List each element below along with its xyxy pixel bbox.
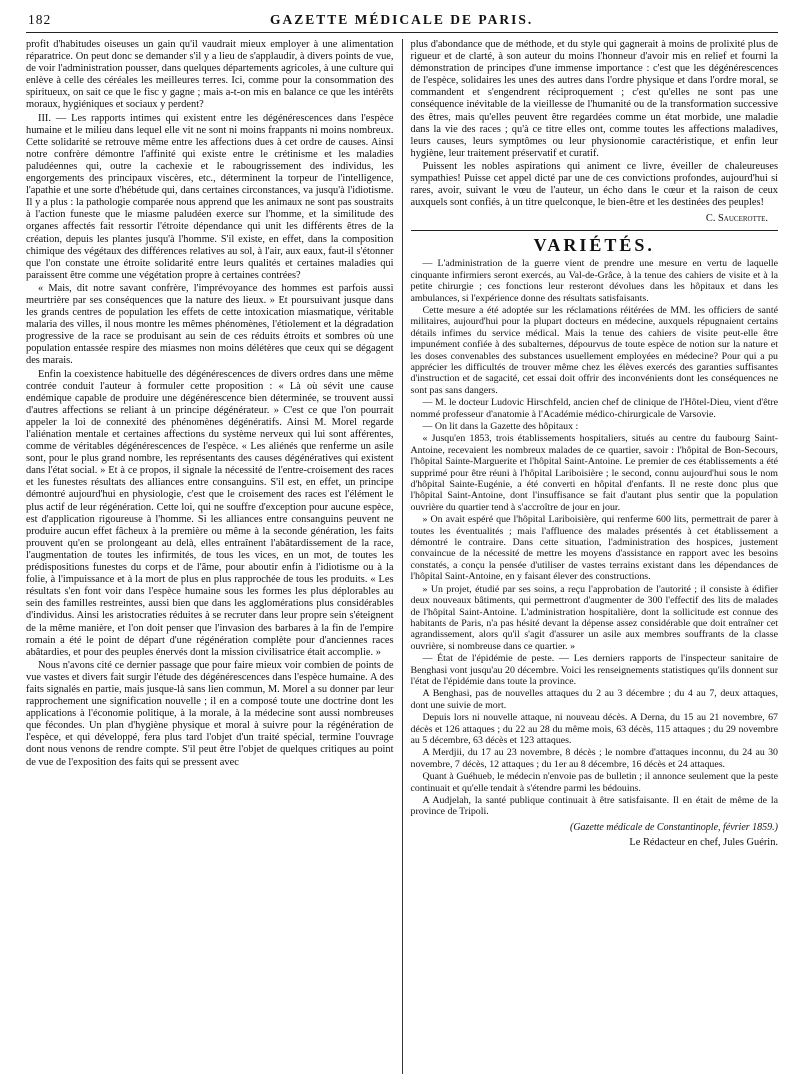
left-column (26, 39, 402, 1074)
left-paragraph: III. — Les rapports intimes qui existent entre les dégénérescences dans l'espèce humaine et le milieu dans lequel elle vit ne sont ni moins frappants ni moins nombreux. Cette solidarité se retrouve même entre les affections dues à cet ordre de causes. Ainsi notre confrère démontre l'affinité qui existe entre le crétinisme et les maladies paludéennes qui, outre la cachexie et le rabougrissement des individus, les engorgements des principaux viscères, etc., déterminent la torpeur de l'intelligence, l'apathie et une sorte d'hébétude qui, dans certaines circonstances, va jusqu'à l'idiotisme. Il y a plus : la pathologie comparée nous apprend que les animaux ne sont pas soustraits à l'action funeste que le miasme paludéen exerce sur l'homme, et la similitude des organes affectés fait ressortir l'étroite dépendance qui unit les différents êtres de la création, depuis les plantes jusqu'à l'homme. S'il existe, en effet, dans la composition chimique des végétaux des différences relatives au sol, à l'air, aux eaux, faut-il s'étonner que l'on constate une étroite solidarité entre leurs qualités et certaines maladies qui paraissent être comme une végétation propre à certaines contrées? (26, 112, 394, 281)
journal-title: GAZETTE MÉDICALE DE PARIS. (269, 12, 534, 27)
variety-paragraph: « Jusqu'en 1853, trois établissements hospitaliers, situés au centre du faubourg Saint-Antoine, recevaient les nombreux malades de ce quartier, savoir : l'hôpital de Bon-Secours, l'hôpital Sainte-Marguerite et l'hôpital Saint-Antoine. Le premier de ces établissements a été supprimé pour être réuni à l'hôpital Lariboisière ; le second, connu aujourd'hui sous le nom d'hôpital Sainte-Eugénie, a été converti en hôpital d'enfants. Il ne reste donc plus que l'hôpital Saint-Antoine, dont l'insuffisance se fait d'autant plus sentir que la population ouvrière du quartier tend à s'accroître de jour en jour. (410, 433, 778, 513)
left-paragraph: « Mais, dit notre savant confrère, l'imprévoyance des hommes est parfois aussi meurtrière par ses conséquences que la nature des lieux. » Et poursuivant jusque dans les grands centres de population les effets de cette intoxication miasmatique, véritable malaria des villes, il nous montre les mêmes phénomènes, l'étiolement et la dégradation progressive de la race se produisant au sein de ces réduits étroits et sombres où une population entassée respire des miasmes non moins délétères que ceux qui se dégagent des marais. (26, 282, 394, 367)
right-column (402, 39, 779, 1074)
variety-paragraph: » On avait espéré que l'hôpital Lariboisière, qui renferme 600 lits, permettrait de parer à toutes les éventualités ; mais l'affluence des malades présentés à cet établissement a démontré le contraire. Dans cette situation, l'administration des hospices, justement convaincue de la nécessité de mettre les moyens d'assistance en rapport avec les besoins constatés, a conçu la pensée d'utiliser de vastes terrains existant dans les dépendances de l'hôpital Saint-Antoine, en y faisant élever des constructions. (410, 514, 778, 583)
left-paragraph: Enfin la coexistence habituelle des dégénérescences de divers ordres dans une même contrée conduit l'auteur à formuler cette proposition : « Là où sévit une cause endémique capable de produire une dégénérescence bien déterminée, se trouvent aussi d'autres affections se reliant à un principe dégénérateur. » C'est ce que l'on pourrait appeler la loi de connexité des phénomènes dégénératifs. Ainsi M. Morel regarde l'aliénation mentale et certaines affections du système nerveux qui lui sont afférentes, comme de véritables dégénérescences de l'espèce. « Les aliénés que renferme un asile sont, pour le plus grand nombre, les représentants des causes dégénératives qui existent dans l'état social. » Et à ce propos, il signale la nécessité de l'entre-croisement des races et les funestes résultats des alliances entre consanguins. S'il est, en effet, un principe démontré aujourd'hui en physiologie, c'est que le croisement des races est l'élément le plus actif de leur régénération. Cette loi, qui ne souffre d'exception pour aucune espèce, est d'application rigoureuse à l'homme. Si les alliances entre consanguins peuvent ne produire aucun effet fâcheux à la première ou même à la seconde génération, les faits prouvent qu'en se prolongeant au delà, elles entraînent l'abâtardissement de la race, l'augmentation de toutes les infirmités, de tous les vices, en un mot, de toutes les prédispositions funestes du corps et de l'âme, pour aboutir enfin à l'idiotisme ou à la folie, à l'impuissance et à la mort de plus en plus rapprochée de tous les produits. « Les résultats s'en font voir dans l'espèce humaine sous les formes les plus déplorables au sein des familles restreintes, aussi bien que dans les agglomérations plus considérables d'individus. Ainsi les aristocraties réduites à se recruter dans leur propre sein s'éteignent de la même manière, et l'on doit penser que l'invasion des barbares à la fin de l'empire romain a été le point de départ d'une régénération complète pour d'anciennes races abâtardies, et pour des peuples énervés dont la mission civilisatrice était accomplie. » (26, 368, 394, 658)
page-number: 182 (28, 12, 52, 27)
variety-paragraph: Cette mesure a été adoptée sur les réclamations réitérées de MM. les officiers de santé militaires, aujourd'hui pour la plupart docteurs en médecine, auxquels répugnaient certains détails infimes du service médical. Mais la tenue des cahiers de visite peut-elle être impunément confiée à des subalternes, dépourvus de toute espèce de notion sur la nature et les doses convenables des substances usuellement employées en médecine? Pour qui a pu apprécier les difficultés de trouver même chez les élèves exercés des garanties suffisantes d'instruction et de sagacité, cet essai doit offrir des inconvénients dont les conséquences ne sont pas sans dangers. (410, 304, 778, 396)
varieties-section (411, 258, 779, 818)
variety-paragraph: » Un projet, étudié par ses soins, a reçu l'approbation de l'autorité ; il consiste à édifier deux nouveaux bâtiments, qui permettront d'augmenter de 300 l'effectif des lits de malades de l'hôpital Saint-Antoine. L'administration hospitalière, dont la sollicitude est connue des habitants de Paris, n'a pas hésité devant la dépense assez considérable que doit entraîner cet agrandissement, alors qu'il s'agit d'assurer un asile aux membres souffrants de la classe ouvrière, si nombreuse dans ce quartier. » (410, 583, 778, 652)
left-paragraph: profit d'habitudes oiseuses un gain qu'il vaudrait mieux employer à une alimentation réparatrice. On peut donc se demander s'il y a lieu de s'applaudir, à divers points de vue, de voir l'administration pousser, dans quelques départements agricoles, à une culture qui enlève à celle des céréales les meilleures terres. Ici, comme pour la consommation des spiritueux, on sait ce que le fisc y gagne ; mais a-t-on mis en balance ce que les intérêts moraux, hygiéniques et sociaux y perdent? (26, 39, 394, 111)
variety-paragraph: A Audjelah, la santé publique continuait à être satisfaisante. Il en était de même de la province de Tripoli. (410, 795, 778, 818)
section-title: VARIÉTÉS. (533, 235, 655, 256)
source-citation: (Gazette médicale de Constantinople, février 1859.) (569, 821, 778, 833)
variety-paragraph: Depuis lors ni nouvelle attaque, ni nouveau décès. A Derna, du 15 au 21 novembre, 67 décès et 126 attaques ; du 22 au 28 du même mois, 63 décès, 115 attaques ; du 29 novembre au 5 décembre, 63 décès et 123 attaques. (410, 712, 778, 746)
right-paragraph: Puissent les nobles aspirations qui animent ce livre, éveiller de chaleureuses sympathies! Puisse cet appel dicté par une de ces convictions profondes, aujourd'hui si rares, avoir, suivant le vœu de l'auteur, un écho dans le cœur et la raison de ceux auxquels sont confiés, à un titre quelconque, le bien-être et les destinées des peuples! (410, 160, 778, 209)
section-divider (411, 230, 779, 231)
variety-paragraph: — État de l'épidémie de peste. — Les derniers rapports de l'inspecteur sanitaire de Benghasi vont jusqu'au 20 décembre. Voici les renseignements statistiques qu'ils donnent sur l'état de l'épidémie dans toute la province. (410, 653, 778, 687)
variety-paragraph: — On lit dans la Gazette des hôpitaux : (422, 421, 579, 432)
editor-line: Le Rédacteur en chef, Jules Guérin. (629, 836, 778, 848)
article-columns (26, 39, 778, 1074)
page-header (26, 12, 778, 33)
variety-paragraph: Quant à Guéhueb, le médecin n'envoie pas de bulletin ; il annonce seulement que la peste continuait et qu'elle tendait à s'étendre parmi les bédouins. (410, 771, 778, 794)
right-paragraph: plus d'abondance que de méthode, et du style qui gagnerait à moins de prolixité plus de rigueur et de clarté, à son auteur du moins l'honneur d'avoir mis en relief et fourni la démonstration de principes d'une immense importance : c'est que les dégénérescences de l'espèce, solidaires les unes des autres dans l'ordre physique et dans l'ordre moral, se commandent et s'engendrent réciproquement ; c'est qu'elles ne sont pas une conséquence inévitable de la vieillesse de l'humanité ou de la transformation successive des êtres, mais qu'elles peuvent être regardées comme un état morbide, une maladie dans la vie des races ; qu'à ce titre elles ont, comme toutes les affections maladives, leurs causes, leurs symptômes ou leur physionomie caractéristique, et enfin leur hygiène, leur traitement préservatif et curatif. (410, 39, 778, 159)
variety-paragraph: — L'administration de la guerre vient de prendre une mesure en vertu de laquelle cinquante infirmiers seront exercés, au Val-de-Grâce, à la tenue des cahiers de visite et à la petite chirurgie ; ces fonctions leur resteront dévolues dans les hôpitaux et dans les ambulances, si l'expérience donne des résultats satisfaisants. (410, 258, 778, 304)
variety-paragraph: — M. le docteur Ludovic Hirschfeld, ancien chef de clinique de l'Hôtel-Dieu, vient d'être nommé professeur d'anatomie à l'Académie médico-chirurgicale de Varsovie. (410, 397, 778, 420)
variety-paragraph: A Merdjii, du 17 au 23 novembre, 8 décès ; le nombre d'attaques inconnu, du 24 au 30 novembre, 7 décès, 12 attaques ; du 1er au 8 décembre, 16 décès et 24 attaques. (410, 747, 778, 770)
variety-paragraph: A Benghasi, pas de nouvelles attaques du 2 au 3 décembre ; du 4 au 7, deux attaques, dont une suivie de mort. (410, 688, 778, 711)
author-signature: C. Saucerotte. (705, 213, 768, 225)
left-paragraph: Nous n'avons cité ce dernier passage que pour faire mieux voir combien de points de vue vastes et divers fait surgir l'étude des dégénérescences dans l'espèce humaine. A des faits signalés en partie, mais jusque-là sans lien commun, M. Morel a su donner par leur rapprochement une signification nouvelle ; il en a composé toute une doctrine dont les applications à l'économie politique, à la morale, à la médecine sont aussi nombreuses que fécondes. Un plan d'hygiène physique et moral à suivre pour la régénération de l'espèce, et qui développé, fera plus tard l'objet d'un traité spécial, termine l'ouvrage dont nous venons de rendre compte. S'il peut être l'objet de quelques critiques au point de vue de l'exposition des faits qui se pressent avec (26, 659, 394, 768)
